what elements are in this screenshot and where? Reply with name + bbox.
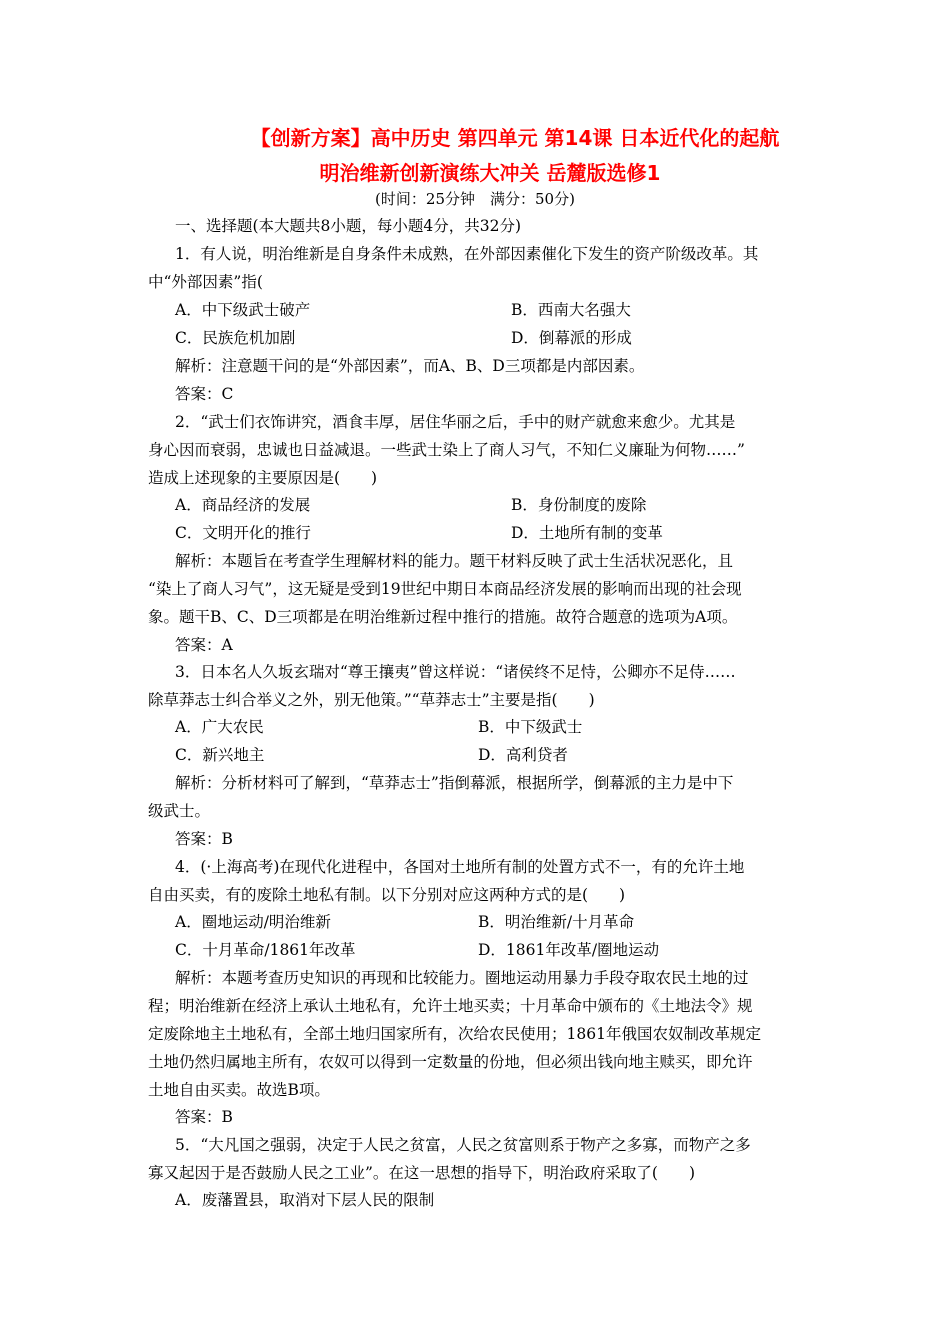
q2-option-a: A．商品经济的发展 [175, 496, 311, 514]
q4-analysis-line-3: 定废除地主土地私有，全部土地归国家所有，次给农民使用；1861年俄国农奴制改革规定 [148, 1025, 761, 1043]
q4-analysis-line-5: 土地自由买卖。故选B项。 [148, 1081, 330, 1099]
q5-stem-line-1: 5．“大凡国之强弱，决定于人民之贫富，人民之贫富则系于物产之多寡，而物产之多 [175, 1136, 751, 1154]
q1-option-a: A．中下级武士破产 [175, 301, 311, 319]
q2-stem-line-1: 2．“武士们衣饰讲究，酒食丰厚，居住华丽之后，手中的财产就愈来愈少。尤其是 [175, 413, 736, 431]
q1-answer: 答案：C [175, 385, 234, 403]
q3-option-a: A．广大农民 [175, 718, 264, 736]
q3-stem-line-2: 除草莽志士纠合举义之外，别无他策。”“草莽志士”主要是指( ) [148, 691, 595, 709]
q2-analysis-line-3: 象。题干B、C、D三项都是在明治维新过程中推行的措施。故符合题意的选项为A项。 [148, 608, 738, 626]
q4-option-a: A．圈地运动/明治维新 [175, 913, 331, 931]
q4-analysis-line-2: 程；明治维新在经济上承认土地私有，允许土地买卖；十月革命中颁布的《土地法令》规 [148, 997, 753, 1015]
document-title-line-1: 【创新方案】高中历史 第四单元 第14课 日本近代化的起航 [250, 126, 780, 150]
q1-option-b: B．西南大名强大 [511, 301, 631, 319]
q4-stem-line-2: 自由买卖，有的废除土地私有制。以下分别对应这两种方式的是( ) [148, 886, 626, 904]
q4-stem-line-1: 4．(·上海高考)在现代化进程中，各国对土地所有制的处置方式不一，有的允许土地 [175, 858, 745, 876]
q4-analysis-line-1: 解析：本题考查历史知识的再现和比较能力。圈地运动用暴力手段夺取农民土地的过 [175, 969, 749, 987]
q1-option-c: C．民族危机加剧 [175, 329, 296, 347]
q4-option-c: C．十月革命/1861年改革 [175, 941, 356, 959]
q3-analysis-line-1: 解析：分析材料可了解到，“草莽志士”指倒幕派，根据所学，倒幕派的主力是中下 [175, 774, 734, 792]
q3-option-d: D．高利贷者 [478, 746, 568, 764]
q4-answer: 答案：B [175, 1108, 233, 1126]
q1-stem-line-1: 1．有人说，明治维新是自身条件未成熟，在外部因素催化下发生的资产阶级改革。其 [175, 245, 759, 263]
q5-stem-line-2: 寡又起因于是否鼓励人民之工业”。在这一思想的指导下，明治政府采取了( ) [148, 1164, 696, 1182]
q3-answer: 答案：B [175, 830, 233, 848]
q2-analysis-line-1: 解析：本题旨在考查学生理解材料的能力。题干材料反映了武士生活状况恶化，且 [175, 552, 734, 570]
q2-stem-line-3: 造成上述现象的主要原因是( ) [148, 469, 378, 487]
q4-option-b: B．明治维新/十月革命 [478, 913, 635, 931]
q2-option-b: B．身份制度的废除 [511, 496, 647, 514]
section-heading: 一、选择题(本大题共8小题，每小题4分，共32分) [175, 217, 522, 235]
q3-option-c: C．新兴地主 [175, 746, 265, 764]
q3-option-b: B．中下级武士 [478, 718, 583, 736]
q2-stem-line-2: 身心因而衰弱，忠诚也日益减退。一些武士染上了商人习气，不知仁义廉耻为何物……” [148, 441, 745, 459]
q2-option-d: D．土地所有制的变革 [511, 524, 663, 542]
q2-option-c: C．文明开化的推行 [175, 524, 311, 542]
q4-analysis-line-4: 土地仍然归属地主所有，农奴可以得到一定数量的份地，但必须出钱向地主赎买，即允许 [148, 1053, 753, 1071]
q1-analysis: 解析：注意题干问的是“外部因素”，而A、B、D三项都是内部因素。 [175, 357, 645, 375]
q5-option-a: A．废藩置县，取消对下层人民的限制 [175, 1191, 435, 1209]
document-title-line-2: 明治维新创新演练大冲关 岳麓版选修1 [319, 161, 661, 185]
exam-meta: (时间：25分钟 满分：50分) [375, 190, 575, 208]
q2-answer: 答案：A [175, 636, 233, 654]
q3-analysis-line-2: 级武士。 [148, 802, 211, 820]
q2-analysis-line-2: “染上了商人习气”，这无疑是受到19世纪中期日本商品经济发展的影响而出现的社会现 [148, 580, 742, 598]
q1-stem-line-2: 中“外部因素”指( [148, 273, 263, 291]
q1-option-d: D．倒幕派的形成 [511, 329, 632, 347]
q4-option-d: D．1861年改革/圈地运动 [478, 941, 660, 959]
q3-stem-line-1: 3．日本名人久坂玄瑞对“尊王攘夷”曾这样说：“诸侯终不足恃，公卿亦不足侍…… [175, 663, 736, 681]
